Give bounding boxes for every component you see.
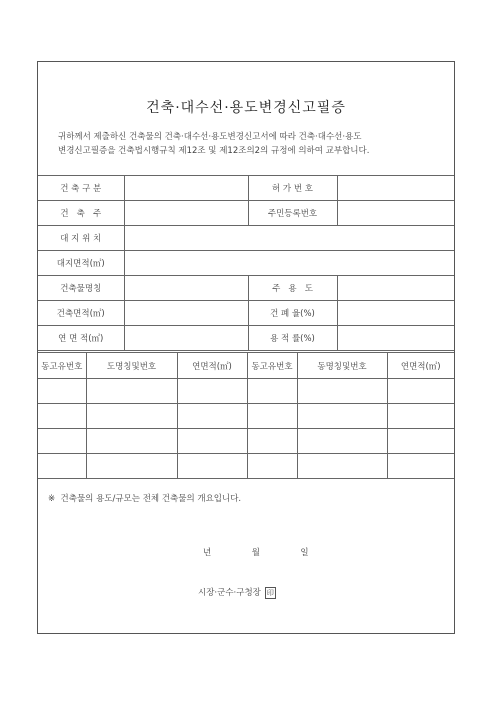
- table-cell: [387, 404, 454, 429]
- info-row: [38, 226, 454, 251]
- permit-number-label: 허 가 번 호: [248, 176, 337, 201]
- column-header: 도명칭및번호: [86, 353, 177, 379]
- info-row: [38, 176, 454, 201]
- site-area-label: 대지면적(㎡): [38, 251, 124, 276]
- owner-value: [124, 201, 248, 226]
- site-area-value: [124, 251, 454, 276]
- use-value: [337, 276, 454, 301]
- table-cell: [247, 404, 297, 429]
- permit-number-value: [337, 176, 454, 201]
- day-label: 일: [300, 548, 309, 558]
- building-name-label: 건축물명칭: [38, 276, 124, 301]
- total-floor-area-value: [124, 326, 248, 351]
- info-row: [38, 301, 454, 326]
- table-cell: [387, 379, 454, 404]
- table-cell: [86, 454, 177, 479]
- table-cell: [177, 429, 247, 454]
- footnote: ※ 건축물의 용도/규모는 전체 건축물의 개요입니다.: [48, 494, 242, 504]
- intro-line-2: 변경신고필증을 건축법시행규칙 제12조 및 제12조의2의 규정에 의하여 교부합니다.: [58, 146, 370, 156]
- total-floor-area-label: 연 면 적(㎡): [38, 326, 124, 351]
- building-items-table: [38, 352, 454, 479]
- coverage-ratio-value: [337, 301, 454, 326]
- use-label: 주 용 도: [248, 276, 337, 301]
- intro-text: [58, 130, 428, 158]
- table-cell: [177, 454, 247, 479]
- table-cell: [297, 429, 387, 454]
- info-table: [38, 175, 454, 351]
- form-title: 건축·대수선·용도변경신고필증: [146, 100, 346, 116]
- info-row: [38, 251, 454, 276]
- table-row: [38, 379, 454, 404]
- month-label: 월: [251, 548, 260, 558]
- building-name-value: [124, 276, 248, 301]
- table-cell: [86, 404, 177, 429]
- items-header-row: [38, 353, 454, 379]
- table-cell: [247, 429, 297, 454]
- table-cell: [247, 379, 297, 404]
- column-header: 연면적(㎡): [177, 353, 247, 379]
- site-location-value: [124, 226, 454, 251]
- info-row: [38, 276, 454, 301]
- table-row: [38, 404, 454, 429]
- table-row: [38, 454, 454, 479]
- signer-block: [198, 586, 276, 599]
- resident-number-label: 주민등록번호: [248, 201, 337, 226]
- certificate-form: [37, 61, 455, 634]
- floor-area-ratio-value: [337, 326, 454, 351]
- table-cell: [177, 379, 247, 404]
- floor-area-ratio-label: 용 적 률(%): [248, 326, 337, 351]
- seal-stamp: 印: [266, 589, 274, 597]
- table-cell: [38, 429, 86, 454]
- table-cell: [297, 379, 387, 404]
- table-cell: [86, 379, 177, 404]
- building-area-value: [124, 301, 248, 326]
- column-header: 동고유번호: [247, 353, 297, 379]
- intro-line-1: 귀하께서 제출하신 건축물의 건축·대수선·용도변경신고서에 따라 건축·대수선·용도: [58, 132, 362, 142]
- table-cell: [86, 429, 177, 454]
- table-cell: [177, 404, 247, 429]
- table-cell: [387, 454, 454, 479]
- coverage-ratio-label: 건 폐 율(%): [248, 301, 337, 326]
- table-cell: [38, 379, 86, 404]
- table-cell: [297, 454, 387, 479]
- table-cell: [297, 404, 387, 429]
- owner-label: 건 축 주: [38, 201, 124, 226]
- year-label: 년: [203, 548, 212, 558]
- site-location-label: 대 지 위 치: [38, 226, 124, 251]
- table-row: [38, 429, 454, 454]
- info-row: [38, 201, 454, 226]
- table-cell: [38, 404, 86, 429]
- signer-title: 시장·군수·구청장: [198, 588, 261, 598]
- building-type-value: [124, 176, 248, 201]
- column-header: 동고유번호: [38, 353, 86, 379]
- info-row: [38, 326, 454, 351]
- column-header: 동명칭및번호: [297, 353, 387, 379]
- building-type-label: 건 축 구 분: [38, 176, 124, 201]
- table-cell: [247, 454, 297, 479]
- column-header: 연면적(㎡): [387, 353, 454, 379]
- issue-date: [203, 546, 346, 558]
- table-cell: [38, 454, 86, 479]
- building-area-label: 건축면적(㎡): [38, 301, 124, 326]
- resident-number-value: [337, 201, 454, 226]
- table-cell: [387, 429, 454, 454]
